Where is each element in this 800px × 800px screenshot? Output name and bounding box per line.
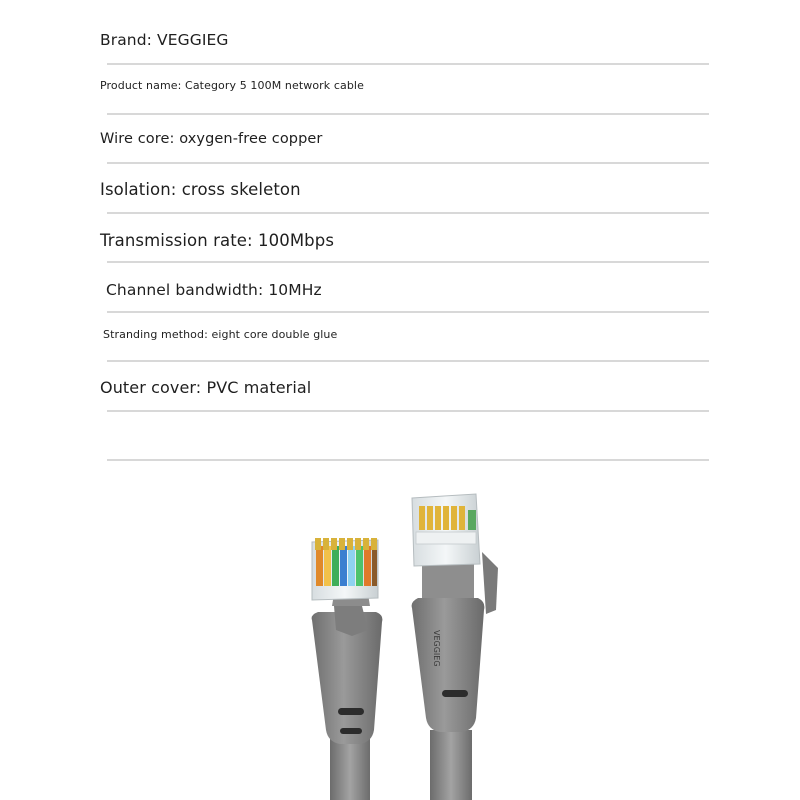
divider bbox=[107, 261, 709, 263]
spec-stranding-method: Stranding method: eight core double glue bbox=[103, 328, 338, 341]
spec-brand: Brand: VEGGIEG bbox=[100, 31, 229, 49]
divider bbox=[107, 311, 709, 313]
divider bbox=[107, 212, 709, 214]
spec-transmission-rate: Transmission rate: 100Mbps bbox=[100, 231, 335, 250]
spec-product-name: Product name: Category 5 100M network cable bbox=[100, 79, 364, 92]
boot-brand-text: VEGGIEG bbox=[432, 630, 441, 667]
divider bbox=[107, 459, 709, 461]
divider bbox=[107, 162, 709, 164]
spec-wire-core: Wire core: oxygen-free copper bbox=[100, 131, 323, 147]
wire-colors bbox=[316, 546, 377, 586]
spec-isolation: Isolation: cross skeleton bbox=[100, 180, 301, 199]
left-rj45-plug bbox=[312, 538, 383, 800]
network-cable-image bbox=[290, 480, 520, 800]
divider bbox=[107, 113, 709, 115]
divider bbox=[107, 410, 709, 412]
right-rj45-plug bbox=[412, 494, 498, 800]
spec-channel-bandwidth: Channel bandwidth: 10MHz bbox=[106, 281, 322, 299]
spec-outer-cover: Outer cover: PVC material bbox=[100, 378, 312, 397]
divider bbox=[107, 360, 709, 362]
divider bbox=[107, 63, 709, 65]
